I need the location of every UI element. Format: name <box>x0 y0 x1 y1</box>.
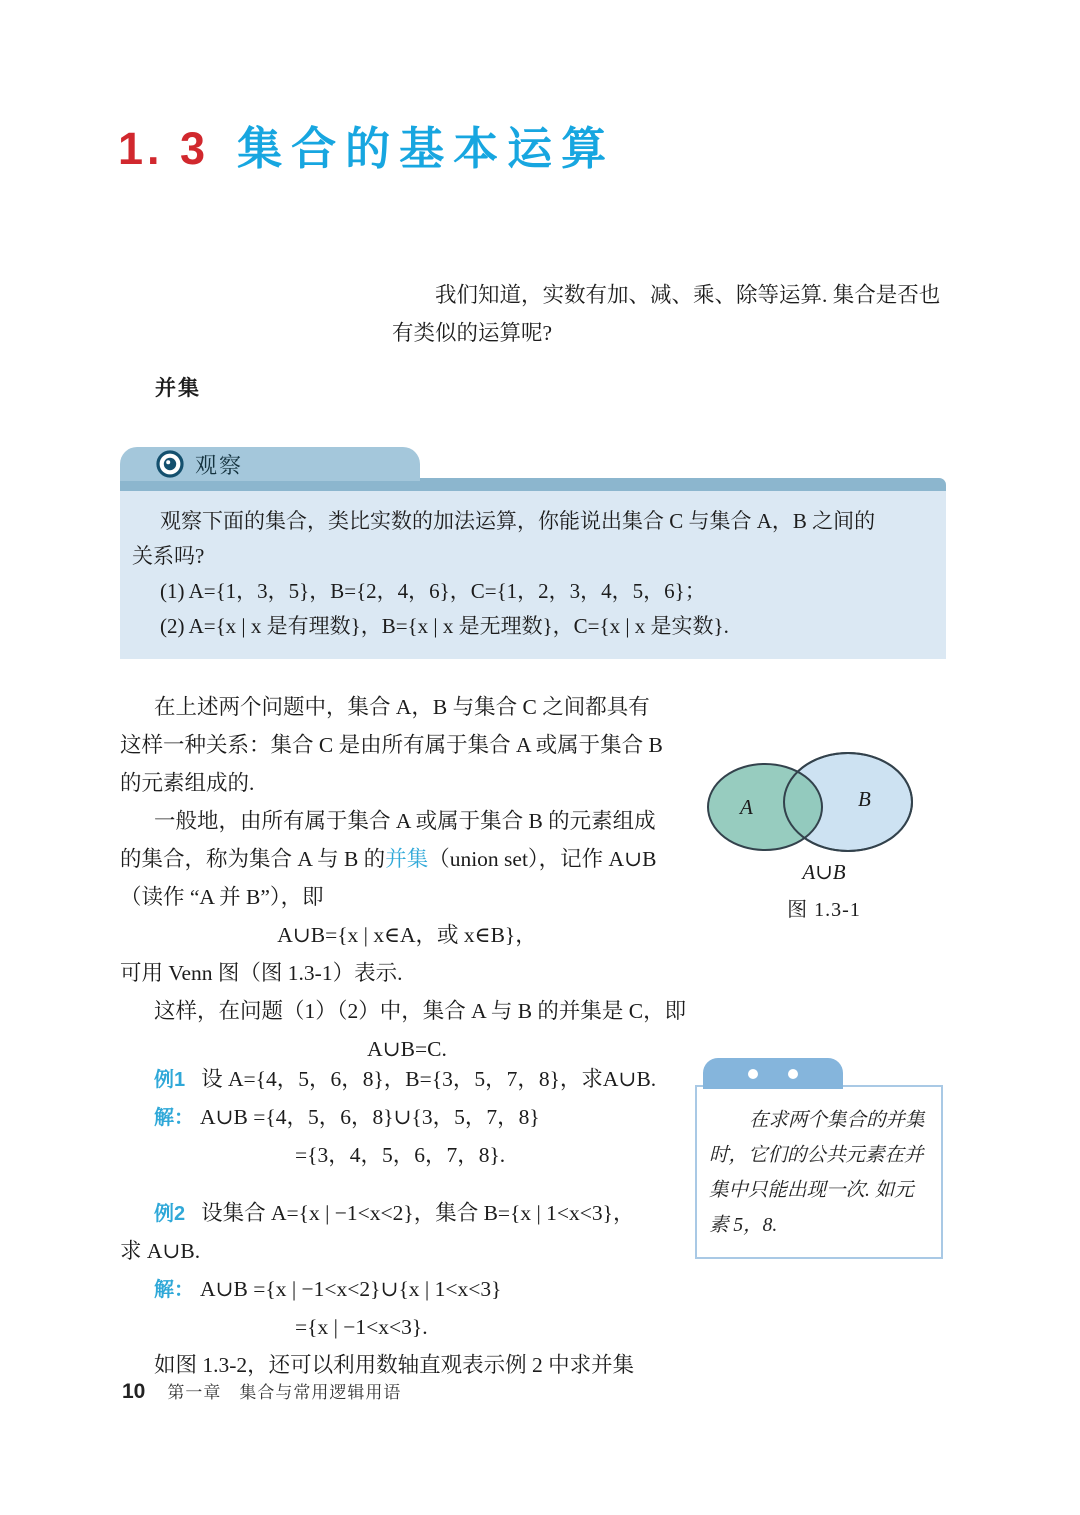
note-tab <box>703 1058 843 1089</box>
solution-label: 解： <box>154 1107 194 1129</box>
body-line: 可用 Venn 图（图 1.3-1）表示. <box>120 961 403 985</box>
example-statement <box>120 1194 700 1232</box>
body-line: 这样一种关系：集合 C 是由所有属于集合 A 或属于集合 B <box>120 733 663 757</box>
note-body <box>695 1085 943 1259</box>
note-line: 时，它们的公共元素在并 <box>709 1145 924 1166</box>
observe-line: (2) A={x | x 是有理数}，B={x | x 是无理数}，C={x | x 是实数}. <box>160 614 729 638</box>
union-result-formula: A∪B=C. <box>367 1037 447 1061</box>
body-line: 如图 1.3-2，还可以利用数轴直观表示例 2 中求并集 <box>154 1353 635 1377</box>
observe-tab-label: 观察 <box>195 452 244 478</box>
example-statement-text: 设集合 A={x | −1<x<2}，集合 B={x | 1<x<3}， <box>201 1201 635 1225</box>
union-term: 并集 <box>385 847 429 871</box>
observe-tab <box>120 447 420 481</box>
example-label: 例2 <box>154 1203 186 1225</box>
solution-line: A∪B ={x | −1<x<2}∪{x | 1<x<3} <box>200 1277 502 1301</box>
intro-line: 有类似的运算呢? <box>392 321 553 345</box>
example-label: 例1 <box>154 1069 186 1091</box>
body-line-segment: 的集合，称为集合 A 与 B 的 <box>120 847 386 871</box>
example-solution <box>120 1270 700 1308</box>
body-line: （读作 “A 并 B”），即 <box>120 885 324 909</box>
body-text <box>120 688 694 1068</box>
target-icon <box>156 450 184 478</box>
venn-label-a: A <box>740 795 753 819</box>
page-number: 10 <box>122 1380 146 1403</box>
note-line: 素 5，8. <box>709 1215 778 1236</box>
observe-line: 关系吗? <box>132 544 205 568</box>
observe-line: 观察下面的集合，类比实数的加法运算，你能说出集合 C 与集合 A，B 之间的 <box>160 509 876 533</box>
intro-paragraph <box>392 276 962 352</box>
section-title: 集合的基本运算 <box>237 123 616 174</box>
example-2 <box>120 1194 700 1384</box>
example-statement-text: 设 A={4，5，6，8}，B={3，5，7，8}，求A∪B. <box>201 1067 657 1091</box>
solution-label: 解： <box>154 1279 194 1301</box>
body-line: 的元素组成的. <box>120 771 255 795</box>
venn-diagram <box>698 746 950 858</box>
note-line: 在求两个集合的并集 <box>749 1110 925 1131</box>
page-footer <box>122 1378 401 1404</box>
example-1 <box>120 1060 700 1174</box>
body-line: 一般地，由所有属于集合 A 或属于集合 B 的元素组成 <box>154 809 656 833</box>
union-definition-formula: A∪B={x | x∈A，或 x∈B}， <box>277 923 537 947</box>
section-number: 1. 3 <box>118 123 210 174</box>
intro-line: 我们知道，实数有加、减、乘、除等运算. 集合是否也 <box>435 283 941 307</box>
body-line <box>120 840 694 878</box>
observe-content <box>120 491 946 659</box>
figure-caption: 图 1.3-1 <box>787 899 861 921</box>
solution-line: ={3，4，5，6，7，8}. <box>295 1143 506 1167</box>
binder-dot-icon <box>748 1069 758 1079</box>
example-statement <box>120 1060 700 1098</box>
page-title <box>118 112 615 177</box>
chapter-title: 第一章 集合与常用逻辑用语 <box>167 1383 402 1402</box>
observe-box <box>120 447 946 659</box>
body-line: 这样，在问题（1）（2）中，集合 A 与 B 的并集是 C，即 <box>154 999 687 1023</box>
venn-label-b: B <box>858 787 871 811</box>
example-solution <box>120 1098 700 1136</box>
example-statement-text: 求 A∪B. <box>120 1239 201 1263</box>
solution-line: A∪B ={4，5，6，8}∪{3，5，7，8} <box>200 1105 540 1129</box>
subsection-heading: 并集 <box>155 377 201 400</box>
observe-line: (1) A={1，3，5}，B={2，4，6}，C={1，2，3，4，5，6}； <box>160 579 706 603</box>
venn-figure <box>698 746 950 922</box>
venn-union-label: A∪B <box>802 860 846 884</box>
body-line: 在上述两个问题中，集合 A，B 与集合 C 之间都具有 <box>154 695 650 719</box>
binder-dot-icon <box>788 1069 798 1079</box>
note-line: 集中只能出现一次. 如元 <box>709 1180 914 1201</box>
body-line-segment: （union set），记作 A∪B <box>428 847 657 871</box>
solution-line: ={x | −1<x<3}. <box>295 1315 428 1339</box>
margin-note <box>695 1058 943 1259</box>
